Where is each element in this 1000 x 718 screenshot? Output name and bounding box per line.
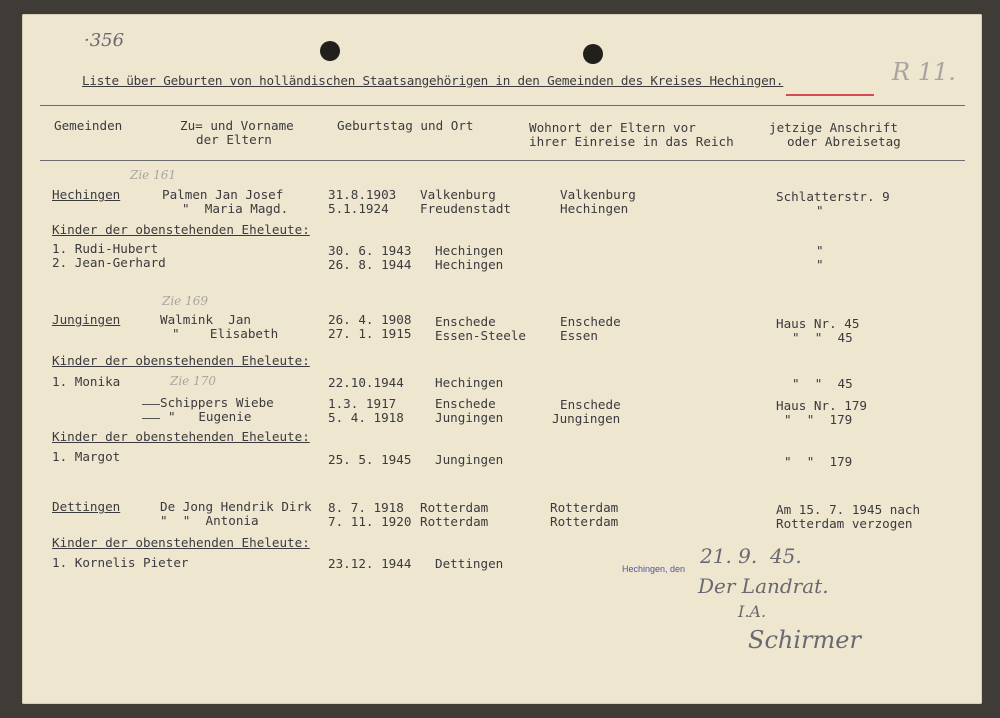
- parent-name: " Elisabeth: [172, 326, 279, 341]
- corner-note: R 11.: [892, 58, 956, 86]
- parent-anschrift: Am 15. 7. 1945 nach: [776, 502, 921, 517]
- parent-wohnort: Hechingen: [560, 201, 629, 216]
- handwritten-landrat: Der Landrat.: [698, 574, 829, 598]
- parent-birthdate: 27. 1. 1915: [328, 326, 412, 341]
- header-rule-top: [40, 105, 965, 106]
- document-title: Liste über Geburten von holländischen Staatsangehörigen in den Gemeinden des Kreises Hechingen.: [82, 73, 784, 88]
- red-underline: [786, 94, 874, 96]
- child-birthplace: Hechingen: [435, 375, 504, 390]
- parent-anschrift: " " 179: [784, 412, 853, 427]
- parent-name: Schippers Wiebe: [160, 395, 274, 410]
- note-hechingen: Zie 161: [130, 168, 176, 182]
- parent-anschrift: Schlatterstr. 9: [776, 189, 890, 204]
- gemeinde-hechingen: Hechingen: [52, 187, 121, 202]
- parent-birthplace: Essen-Steele: [435, 328, 526, 343]
- parent-wohnort: Rotterdam: [550, 514, 619, 529]
- col-wohnort-2: ihrer Einreise in das Reich: [529, 134, 734, 149]
- parent-birthplace: Rotterdam: [420, 500, 489, 515]
- note-jungingen-2: Zie 170: [170, 374, 216, 388]
- note-jungingen-1: Zie 169: [162, 294, 208, 308]
- parent-name: " Maria Magd.: [182, 201, 289, 216]
- parent-birthplace: Rotterdam: [420, 514, 489, 529]
- parent-birthplace: Jungingen: [435, 410, 504, 425]
- parent-wohnort: Essen: [560, 328, 598, 343]
- child-name: 1. Kornelis Pieter: [52, 555, 189, 570]
- child-name: 1. Rudi-Hubert: [52, 241, 159, 256]
- parent-anschrift: ": [816, 203, 824, 218]
- parent-anschrift: " " 45: [792, 330, 853, 345]
- parent-wohnort: Enschede: [560, 397, 621, 412]
- col-geburt: Geburtstag und Ort: [337, 118, 474, 133]
- kinder-heading: Kinder der obenstehenden Eheleute:: [52, 429, 310, 444]
- parent-birthplace: Enschede: [435, 314, 496, 329]
- gemeinde-jungingen: Jungingen: [52, 312, 121, 327]
- header-rule-bottom: [40, 160, 965, 161]
- parent-wohnort: Jungingen: [552, 411, 621, 426]
- dash-mark: [142, 404, 160, 405]
- parent-birthplace: Freudenstadt: [420, 201, 511, 216]
- parent-wohnort: Rotterdam: [550, 500, 619, 515]
- handwritten-ia: I.A.: [738, 602, 767, 621]
- child-name: 1. Margot: [52, 449, 121, 464]
- child-birthdate: 22.10.1944: [328, 375, 404, 390]
- parent-birthplace: Valkenburg: [420, 187, 496, 202]
- col-gemeinden: Gemeinden: [54, 118, 123, 133]
- archive-number: ·356: [84, 30, 125, 51]
- parent-anschrift: Haus Nr. 45: [776, 316, 860, 331]
- punch-hole-left: [320, 41, 340, 61]
- parent-name: De Jong Hendrik Dirk: [160, 499, 312, 514]
- parent-birthdate: 5. 4. 1918: [328, 410, 404, 425]
- parent-birthdate: 26. 4. 1908: [328, 312, 412, 327]
- child-birthdate: 23.12. 1944: [328, 556, 412, 571]
- child-anschrift: ": [816, 257, 824, 272]
- parent-name: " " Antonia: [160, 513, 259, 528]
- child-birthplace: Hechingen: [435, 257, 504, 272]
- parent-birthdate: 5.1.1924: [328, 201, 389, 216]
- child-birthdate: 30. 6. 1943: [328, 243, 412, 258]
- parent-name: " Eugenie: [168, 409, 252, 424]
- parent-birthplace: Enschede: [435, 396, 496, 411]
- child-birthplace: Hechingen: [435, 243, 504, 258]
- parent-name: Palmen Jan Josef: [162, 187, 284, 202]
- child-birthdate: 26. 8. 1944: [328, 257, 412, 272]
- date-stamp: Hechingen, den: [622, 564, 686, 574]
- col-eltern: Zu= und Vorname: [180, 118, 294, 133]
- handwritten-date: 21. 9. 45.: [700, 544, 802, 568]
- child-birthplace: Dettingen: [435, 556, 504, 571]
- parent-name: Walmink Jan: [160, 312, 251, 327]
- parent-wohnort: Valkenburg: [560, 187, 636, 202]
- child-birthplace: Jungingen: [435, 452, 504, 467]
- col-wohnort: Wohnort der Eltern vor: [529, 120, 696, 135]
- parent-wohnort: Enschede: [560, 314, 621, 329]
- parent-birthdate: 31.8.1903: [328, 187, 397, 202]
- document-page: [22, 14, 982, 704]
- signature-name: Schirmer: [748, 626, 861, 654]
- child-name: 2. Jean-Gerhard: [52, 255, 166, 270]
- child-anschrift: " " 179: [784, 454, 853, 469]
- col-anschrift: jetzige Anschrift: [769, 120, 898, 135]
- child-anschrift: " " 45: [792, 376, 853, 391]
- kinder-heading: Kinder der obenstehenden Eheleute:: [52, 535, 310, 550]
- child-anschrift: ": [816, 243, 824, 258]
- col-anschrift-2: oder Abreisetag: [787, 134, 901, 149]
- parent-anschrift: Haus Nr. 179: [776, 398, 867, 413]
- parent-birthdate: 8. 7. 1918: [328, 500, 404, 515]
- child-birthdate: 25. 5. 1945: [328, 452, 412, 467]
- col-eltern-2: der Eltern: [196, 132, 272, 147]
- punch-hole-right: [583, 44, 603, 64]
- parent-birthdate: 7. 11. 1920: [328, 514, 412, 529]
- gemeinde-dettingen: Dettingen: [52, 499, 121, 514]
- parent-birthdate: 1.3. 1917: [328, 396, 397, 411]
- kinder-heading: Kinder der obenstehenden Eheleute:: [52, 222, 310, 237]
- child-name: 1. Monika: [52, 374, 121, 389]
- parent-anschrift: Rotterdam verzogen: [776, 516, 913, 531]
- kinder-heading: Kinder der obenstehenden Eheleute:: [52, 353, 310, 368]
- dash-mark: [142, 418, 160, 419]
